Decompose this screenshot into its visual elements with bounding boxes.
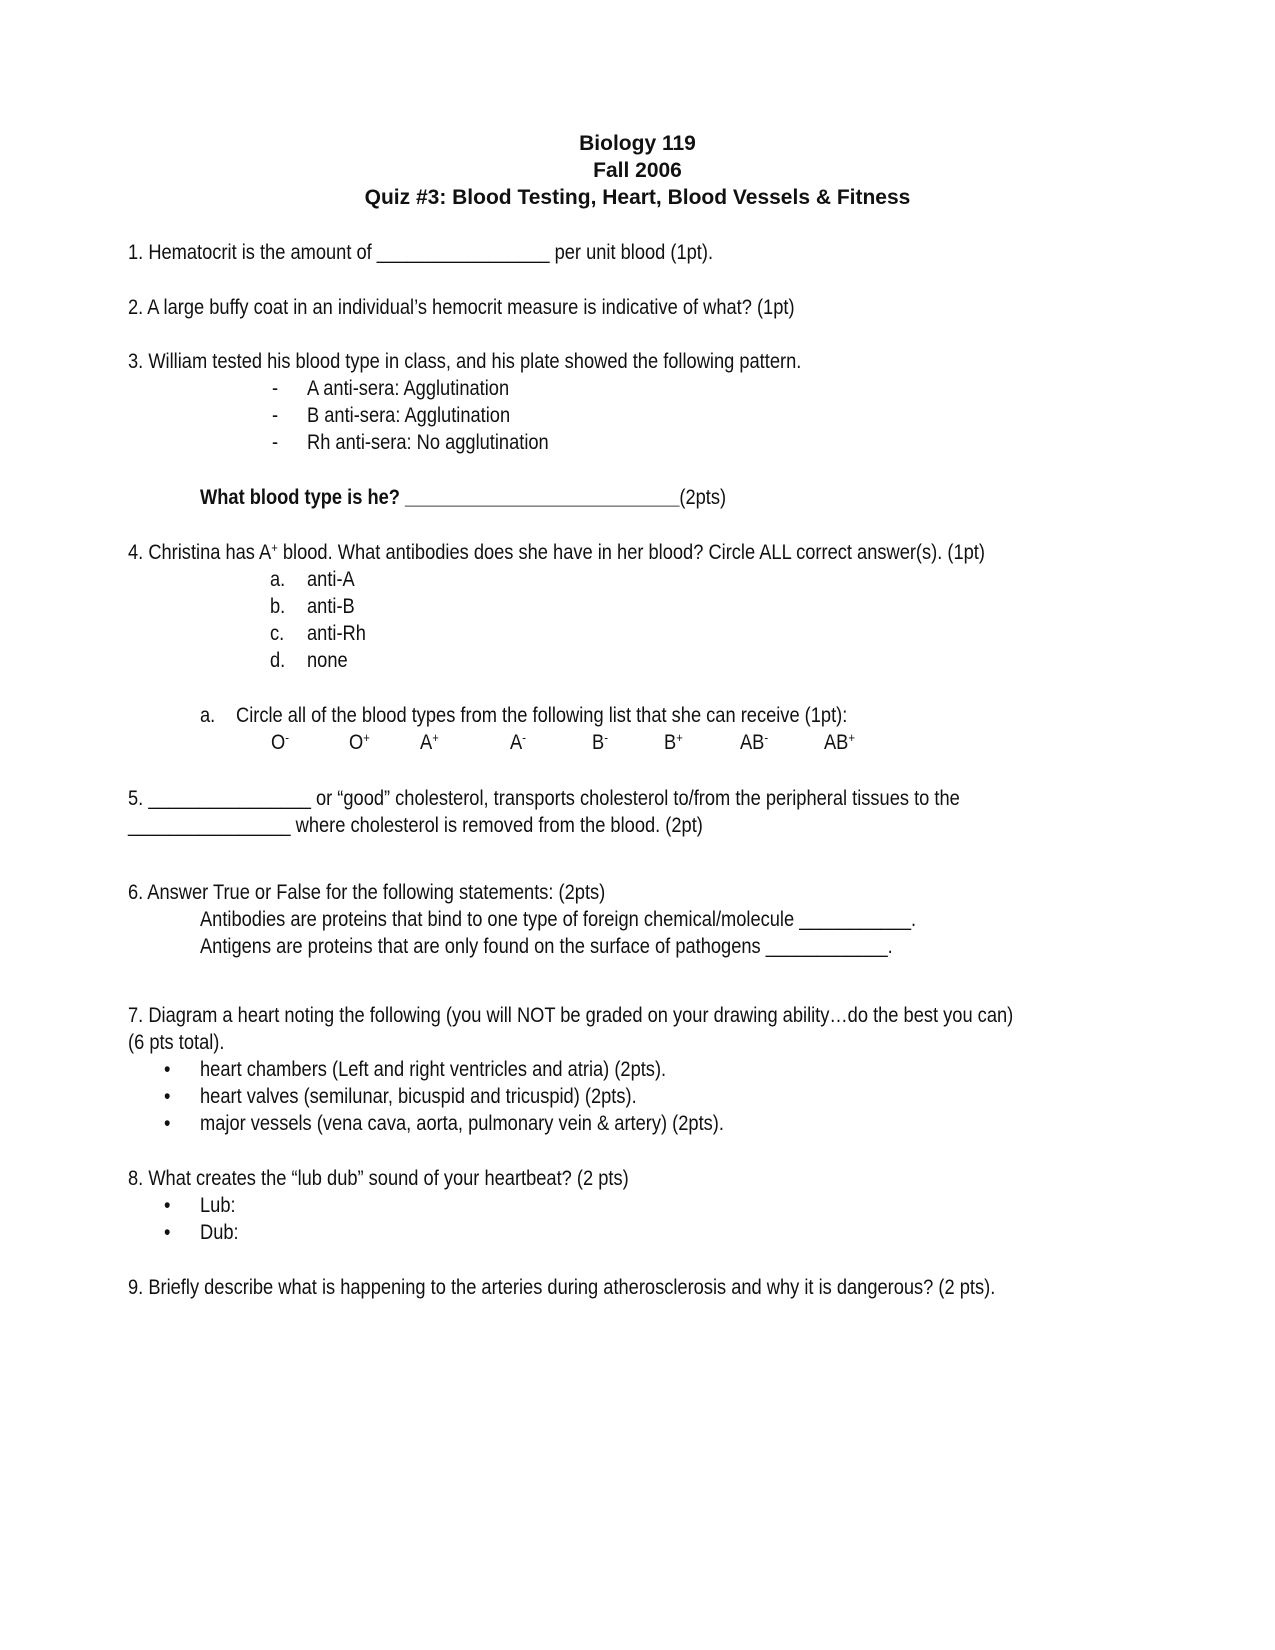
question-7-line-2: (6 pts total). <box>128 1031 225 1054</box>
type-base: A <box>420 731 433 754</box>
type-sign: - <box>522 730 526 745</box>
q3-item-3: Rh anti-sera: No agglutination <box>307 431 549 454</box>
q7-item-vessels: major vessels (vena cava, aorta, pulmonary vein & artery) (2pts). <box>200 1112 724 1135</box>
q4-rh-sign: + <box>271 540 278 555</box>
q3-points: (2pts) <box>679 486 727 509</box>
list-dash: - <box>272 377 279 400</box>
question-4 <box>128 540 985 566</box>
question-5-line-1: 5. ________________ or “good” cholesterol, transports cholesterol to/from the peripheral tissues to the <box>128 787 960 810</box>
q8-item-lub: Lub: <box>200 1194 236 1217</box>
question-3: 3. William tested his blood type in class, and his plate showed the following pattern. <box>128 350 802 373</box>
type-sign: + <box>676 730 683 745</box>
type-sign: - <box>604 730 608 745</box>
q4-text-start: 4. Christina has A <box>128 541 272 564</box>
question-1: 1. Hematocrit is the amount of _________________ per unit blood (1pt). <box>128 241 714 264</box>
blood-type-ab-neg <box>740 730 768 756</box>
type-base: B <box>592 731 605 754</box>
course-title: Biology 119 <box>579 132 696 155</box>
type-base: O <box>349 731 364 754</box>
term-title: Fall 2006 <box>593 159 682 182</box>
q4-text-end: blood. What antibodies does she have in her blood? Circle ALL correct answer(s). (1pt) <box>277 541 985 564</box>
blood-type-a-neg <box>510 730 526 756</box>
q4-sub-letter: a. <box>200 704 216 727</box>
question-6: 6. Answer True or False for the following statements: (2pts) <box>128 881 606 904</box>
blood-type-o-pos <box>349 730 370 756</box>
type-base: A <box>510 731 523 754</box>
q7-item-valves: heart valves (semilunar, bicuspid and tricuspid) (2pts). <box>200 1085 637 1108</box>
list-dash: - <box>272 431 279 454</box>
q3-ask: What blood type is he? ___________________________ <box>200 486 680 509</box>
q3-item-1: A anti-sera: Agglutination <box>307 377 510 400</box>
option-none: none <box>307 649 348 672</box>
q6-statement-2: Antigens are proteins that are only found on the surface of pathogens ____________. <box>200 935 893 958</box>
blood-type-ab-pos <box>824 730 855 756</box>
q3-prompt <box>200 485 726 511</box>
q6-statement-1: Antibodies are proteins that bind to one type of foreign chemical/molecule ___________. <box>200 908 917 931</box>
quiz-title: Quiz #3: Blood Testing, Heart, Blood Vessels & Fitness <box>364 186 911 209</box>
option-letter: d. <box>270 649 286 672</box>
q3-item-2: B anti-sera: Agglutination <box>307 404 511 427</box>
type-sign: + <box>432 730 439 745</box>
question-2: 2. A large buffy coat in an individual’s hemocrit measure is indicative of what? (1pt) <box>128 296 795 319</box>
type-sign: - <box>285 730 289 745</box>
type-base: AB <box>824 731 849 754</box>
option-anti-rh: anti-Rh <box>307 622 366 645</box>
question-9: 9. Briefly describe what is happening to the arteries during atherosclerosis and why it is dangerous? (2 pts). <box>128 1276 996 1299</box>
question-5-line-2: ________________ where cholesterol is removed from the blood. (2pt) <box>128 814 703 837</box>
q8-item-dub: Dub: <box>200 1221 239 1244</box>
option-anti-a: anti-A <box>307 568 355 591</box>
type-base: AB <box>740 731 765 754</box>
q7-item-chambers: heart chambers (Left and right ventricles and atria) (2pts). <box>200 1058 667 1081</box>
bullet-icon: • <box>164 1112 171 1135</box>
option-anti-b: anti-B <box>307 595 355 618</box>
bullet-icon: • <box>164 1058 171 1081</box>
q4-sub-question: Circle all of the blood types from the following list that she can receive (1pt): <box>236 704 848 727</box>
option-letter: c. <box>270 622 285 645</box>
option-letter: a. <box>270 568 286 591</box>
blood-type-b-pos <box>664 730 683 756</box>
type-base: O <box>271 731 286 754</box>
bullet-icon: • <box>164 1221 171 1244</box>
blood-type-o-neg <box>271 730 289 756</box>
bullet-icon: • <box>164 1085 171 1108</box>
question-7-line-1: 7. Diagram a heart noting the following (you will NOT be graded on your drawing ability…do the best you can) <box>128 1004 1014 1027</box>
type-sign: + <box>363 730 370 745</box>
blood-type-a-pos <box>420 730 439 756</box>
type-base: B <box>664 731 677 754</box>
question-8: 8. What creates the “lub dub” sound of your heartbeat? (2 pts) <box>128 1167 629 1190</box>
type-sign: + <box>848 730 855 745</box>
bullet-icon: • <box>164 1194 171 1217</box>
option-letter: b. <box>270 595 286 618</box>
type-sign: - <box>764 730 769 745</box>
list-dash: - <box>272 404 279 427</box>
blood-type-b-neg <box>592 730 608 756</box>
